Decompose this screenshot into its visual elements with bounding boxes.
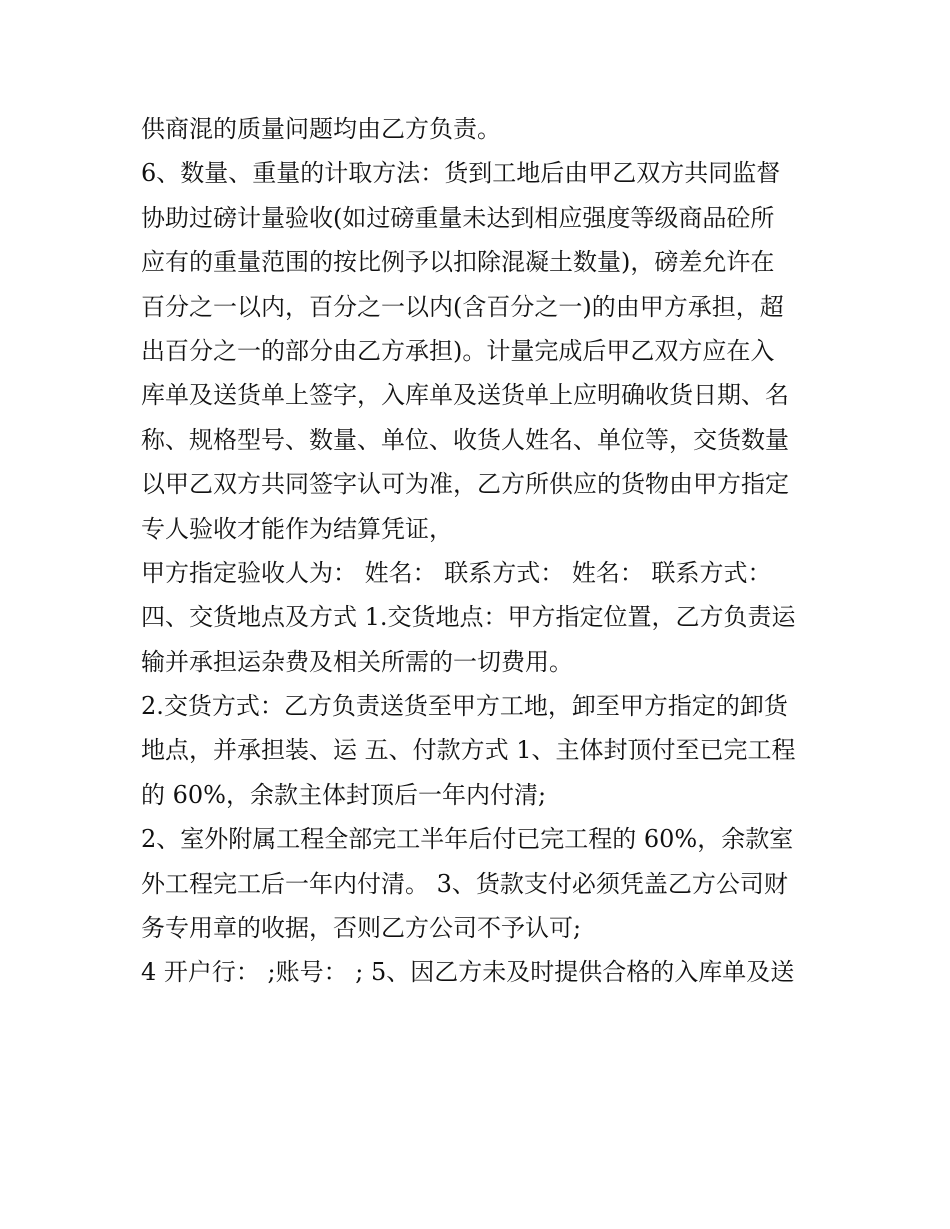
text-line: 四、交货地点及方式 1.交货地点：甲方指定位置，乙方负责运 xyxy=(141,603,796,632)
text-line: 称、规格型号、数量、单位、收货人姓名、单位等，交货数量 xyxy=(141,425,789,454)
text-line: 4 开户行： ;账号： ; 5、因乙方未及时提供合格的入库单及送 xyxy=(141,958,795,987)
text-line: 的 60%，余款主体封顶后一年内付清; xyxy=(141,780,547,809)
text-line: 供商混的质量问题均由乙方负责。 xyxy=(141,115,501,143)
text-line: 地点，并承担装、运 五、付款方式 1、主体封顶付至已完工程 xyxy=(141,736,796,765)
text-line: 输并承担运杂费及相关所需的一切费用。 xyxy=(141,647,573,676)
text-line: 百分之一以内，百分之一以内(含百分之一)的由甲方承担，超 xyxy=(141,292,784,321)
text-line: 甲方指定验收人为： 姓名： 联系方式： 姓名： 联系方式： xyxy=(141,558,772,587)
text-line: 应有的重量范围的按比例予以扣除混凝土数量)，磅差允许在 xyxy=(141,248,775,277)
contract-text xyxy=(141,107,821,995)
text-line: 6、数量、重量的计取方法：货到工地后由甲乙双方共同监督 xyxy=(141,159,781,188)
text-line: 2.交货方式：乙方负责送货至甲方工地，卸至甲方指定的卸货 xyxy=(141,692,788,721)
text-line: 专人验收才能作为结算凭证， xyxy=(141,514,453,543)
text-line: 外工程完工后一年内付清。 3、货款支付必须凭盖乙方公司财 xyxy=(141,869,788,898)
text-line: 出百分之一的部分由乙方承担)。计量完成后甲乙双方应在入 xyxy=(141,336,775,365)
text-line: 务专用章的收据，否则乙方公司不予认可; xyxy=(141,914,582,943)
text-line: 库单及送货单上签字，入库单及送货单上应明确收货日期、名 xyxy=(141,381,789,410)
text-line: 2、室外附属工程全部完工半年后付已完工程的 60%，余款室 xyxy=(141,825,794,854)
text-line: 协助过磅计量验收(如过磅重量未达到相应强度等级商品砼所 xyxy=(141,203,775,232)
text-line: 以甲乙双方共同签字认可为准，乙方所供应的货物由甲方指定 xyxy=(141,470,789,499)
